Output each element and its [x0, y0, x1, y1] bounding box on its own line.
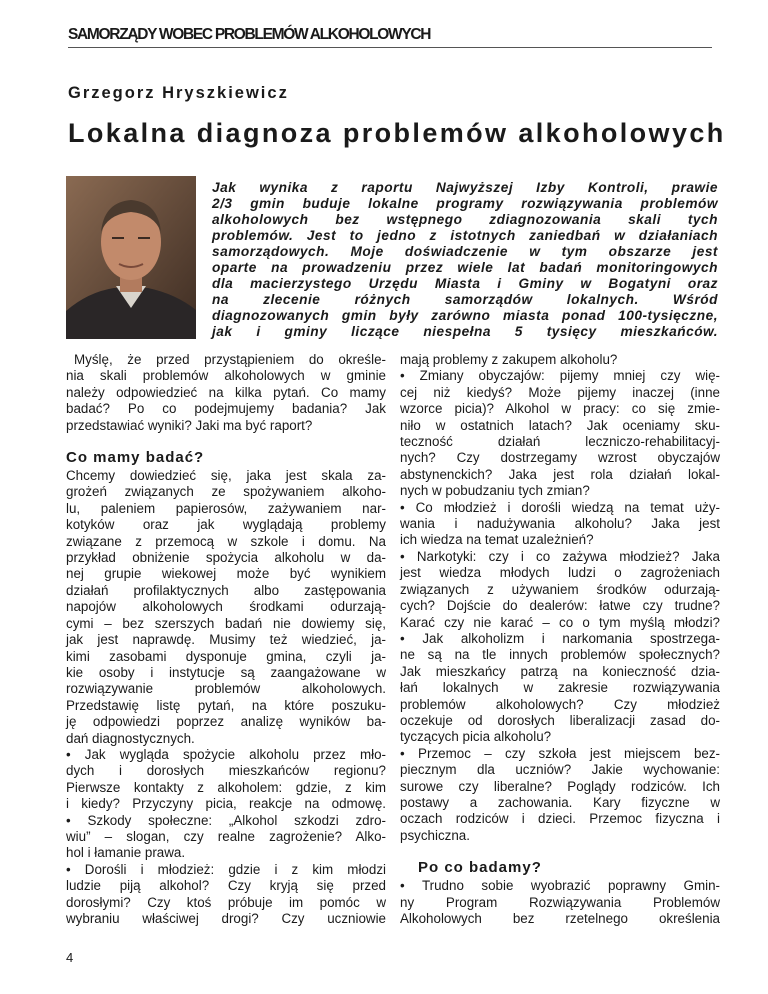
text-line: • Co młodzież i dorośli wiedzą na temat uży-: [400, 499, 720, 515]
text-line: teczność działań leczniczo-rehabilitacyj-: [400, 434, 720, 450]
text-line: nych? Czy dostrzegamy wzrost obyczajów: [400, 450, 720, 466]
text-line: • Narkotyki: czy i co zażywa młodzież? Jaka: [400, 548, 720, 564]
text-line: • Dorośli i młodzież: gdzie i z kim młodzi: [66, 861, 386, 877]
text-line: rozwiązywanie problemów alkoholowych.: [66, 681, 386, 697]
text-line: lu, paleniem papierosów, zażywaniem nar-: [66, 500, 386, 516]
text-line: jest wiedza młodych ludzi o zagrożeniach: [400, 565, 720, 581]
text-line: wybraniu właściwej drogi? Czy uczniowie: [66, 911, 386, 926]
text-line: psychiczna.: [400, 827, 470, 843]
text-line: Pierwsze kontakty z alkoholem: gdzie, z kim: [66, 779, 386, 795]
text-line: • Jak alkoholizm i narkomania spostrzega-: [400, 630, 720, 646]
text-line: piecznym dla uczniów? Jakie wychowanie:: [400, 762, 720, 778]
text-line: ję odpowiedzi poprzez analizę wyników ba-: [66, 714, 386, 730]
text-line: kimi zasobami dysponuje gmina, czyli ja-: [66, 648, 386, 664]
text-line: mają problemy z zakupem alkoholu?: [400, 352, 618, 367]
article-title: Lokalna diagnoza problemów alkoholowych: [68, 118, 726, 148]
lead-line: na zlecenie różnych samorządów lokalnych. Wśród: [212, 292, 718, 307]
lead-line: oparte na prowadzeniu przez wiele lat badań monitoringowych: [212, 260, 718, 275]
text-line: hol i łamanie prawa.: [66, 845, 186, 861]
lead-line: samorządowych. Moje doświadczenie w tym obszarze jest: [212, 244, 718, 259]
text-line: nia skali problemów alkoholowych w gminie: [66, 368, 386, 384]
text-line: związane z przemocą w szkole i domu. Na: [66, 533, 386, 549]
text-line: nej grupie wiekowej może być wynikiem: [66, 566, 386, 582]
text-line: dorosłymi? Czy ktoś próbuje im pomóc w: [66, 894, 386, 910]
text-line: • Trudno sobie wyobrazić poprawny Gmin-: [400, 878, 720, 894]
lead-line: alkoholowych bez wstępnego zdiagnozowania skali tych: [212, 212, 718, 227]
text-line: jak jest naprawdę. Musimy też wiedzieć, ja-: [66, 632, 386, 648]
text-line: kotyków oraz jak wyglądają problemy: [66, 517, 386, 533]
text-line: wzorce picia)? Alkohol w pracy: co się zmie-: [400, 401, 720, 417]
text-line: • Zmiany obyczajów: pijemy mniej czy wię-: [400, 368, 720, 384]
text-line: przykład obniżenie spożycia alkoholu w da-: [66, 550, 386, 566]
text-line: dań diagnostycznych.: [66, 730, 195, 746]
text-line: kie osoby i instytucje są zaangażowane w: [66, 664, 386, 680]
text-line: ny Program Rozwiązywania Problemów: [400, 894, 720, 910]
lead-paragraph: [212, 180, 718, 340]
text-line: dych i dorosłych mieszkańców regionu?: [66, 763, 386, 779]
left-column: [66, 352, 386, 927]
text-line: Myślę, że przed przystąpieniem do określe-: [74, 352, 386, 367]
lead-line: jak i gminy liczące niespełna 5 tysięcy mieszkańców.: [212, 324, 718, 339]
text-line: należy odpowiedzieć na kilka pytań. Co mamy: [66, 384, 386, 400]
lead-line: 2/3 gmin buduje lokalne programy rozwiązywania problemów: [212, 196, 718, 211]
lead-line: Jak wynika z raportu Najwyższej Izby Kontroli, prawie: [212, 180, 718, 195]
text-line: • Przemoc – czy szkoła jest miejscem bez-: [400, 745, 720, 761]
text-line: wiu” – slogan, czy realne zagrożenie? Alko-: [66, 828, 386, 844]
text-line: abstynenckich? Jaka jest rola działań lokal-: [400, 466, 720, 482]
text-line: cej niż kiedyś? Może pijemy inaczej (inne: [400, 384, 720, 400]
text-line: działań profilaktycznych albo zastępowania: [66, 582, 386, 598]
header-rule: [68, 47, 712, 48]
text-line: badać? Po co podejmujemy badania? Jak: [66, 401, 386, 417]
text-line: Jak mieszkańcy patrzą na konieczność dzia-: [400, 663, 720, 679]
text-line: i kiedy? Przyczyny picia, reakcje na odmowę.: [66, 796, 386, 812]
running-title: SAMORZĄDY WOBEC PROBLEMÓW ALKOHOLOWYCH: [68, 26, 431, 43]
text-line: oczekuje od dorosłych liberalizacji zasad do-: [400, 712, 720, 728]
text-line: wania i nadużywania alkoholu? Jaka jest: [400, 516, 720, 532]
author-name: Grzegorz Hryszkiewicz: [68, 84, 289, 102]
text-line: tyczących picia alkoholu?: [400, 729, 552, 745]
text-line: Przedstawię listę pytań, na które poszuku-: [66, 697, 386, 713]
text-line: oczach rodziców i dzieci. Przemoc fizyczna i: [400, 811, 720, 827]
text-line: Chcemy dowiedzieć się, jaka jest skala za-: [66, 468, 386, 484]
author-photo: [66, 176, 196, 339]
page-number: 4: [66, 950, 74, 965]
section-heading: Po co badamy?: [418, 859, 542, 877]
text-line: przedstawiać wyniki? Jaki ma być raport?: [66, 417, 313, 433]
text-line: Alkoholowych bez rzetelnego określenia: [400, 911, 720, 926]
text-line: • Szkody społeczne: „Alkohol szkodzi zdro-: [66, 812, 386, 828]
author-portrait: [66, 176, 196, 339]
text-line: ich wiedza na temat uzależnień?: [400, 532, 594, 548]
text-line: • Jak wygląda spożycie alkoholu przez mło-: [66, 746, 386, 762]
text-line: nych w pobudzaniu tych zmian?: [400, 483, 590, 499]
text-line: cych? Dojście do dealerów: łatwe czy trudne?: [400, 598, 720, 614]
text-line: napojów alkoholowych środkami odurzają-: [66, 599, 386, 615]
text-line: łań lokalnych w zakresie rozwiązywania: [400, 680, 720, 696]
text-line: grożeń związanych ze spożywaniem alkoho-: [66, 484, 386, 500]
text-line: problemów alkoholowych? Czy młodzież: [400, 696, 720, 712]
text-line: Karać czy nie karać – co o tym myślą młodzi?: [400, 614, 720, 630]
text-line: postawy a zachowania. Kary fizyczne w: [400, 794, 720, 810]
text-line: cymi – bez szerszych badań nie dowiemy się,: [66, 615, 386, 631]
section-heading: Co mamy badać?: [66, 449, 205, 467]
lead-line: problemów. Jest to jedno z istotnych zaniedbań w działaniach: [212, 228, 718, 243]
lead-line: dla macierzystego Urzędu Miasta i Gminy w Bogatyni oraz: [212, 276, 718, 291]
lead-line: diagnozowanych gmin były zarówno miasta ponad 100-tysięczne,: [212, 308, 718, 323]
text-line: ne są na tle innych problemów społecznych?: [400, 647, 720, 663]
text-line: ludzie piją alkohol? Czy kryją się przed: [66, 878, 386, 894]
text-line: niło w ostatnich latach? Jak oceniamy sku-: [400, 417, 720, 433]
text-line: związanych z używaniem środków odurzają-: [400, 581, 720, 597]
right-column: [400, 352, 720, 927]
text-line: surowe czy liberalne? Poglądy rodziców. Ich: [400, 778, 720, 794]
